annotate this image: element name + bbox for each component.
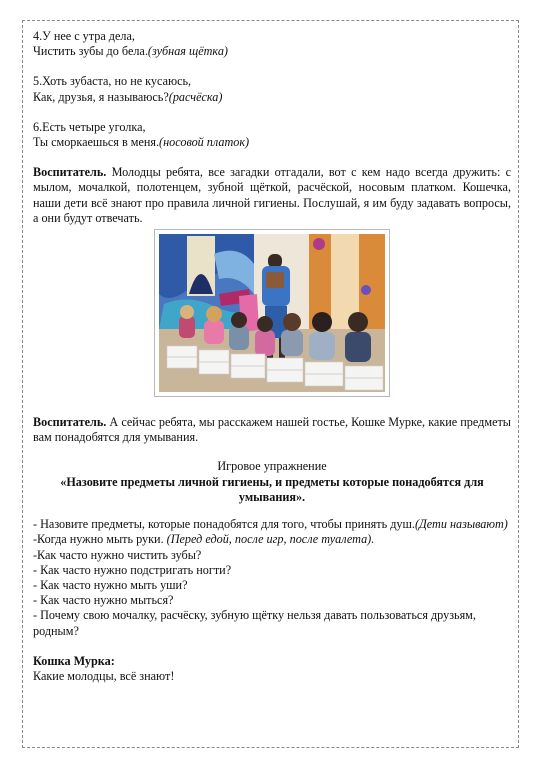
- classroom-photo: [159, 234, 385, 392]
- cat-murka-reply: [33, 654, 511, 684]
- list-item: - Назовите предметы, которые понадобятся для того, чтобы принять душ.(Дети называют): [33, 517, 508, 532]
- riddle-answer: (зубная щётка): [147, 44, 228, 59]
- questions-list: [33, 517, 511, 639]
- game-name: «Назовите предметы личной гигиены, и предметы которые понадобятся для умывания».: [60, 474, 484, 504]
- speaker-label: Воспитатель.: [33, 415, 107, 430]
- riddle-line: Чистить зубы до бела.: [33, 44, 148, 59]
- riddle-6: [33, 120, 511, 150]
- teacher-paragraph-1: [33, 165, 511, 226]
- riddle-5: [33, 74, 511, 104]
- list-item: - Как часто нужно мыть уши?: [33, 578, 188, 593]
- list-item: - Как часто нужно мыться?: [33, 593, 174, 608]
- riddle-answer: (носовой платок): [159, 135, 250, 150]
- classroom-photo-frame: [154, 229, 390, 397]
- document-body: [33, 29, 511, 684]
- riddle-line: 4.У нее с утра дела,: [33, 29, 135, 43]
- paragraph-text: Молодцы ребята, все загадки отгадали, вот с кем надо всегда дружить: с мылом, мочалкой, полотенцем, зубной щёткой, расчёской, носовым платком. Кошечка, наши дети всё знают про правила личной гигиены. Послушай, я им буду задавать вопросы, а они будут отвечать.: [33, 165, 511, 225]
- list-item: - Почему свою мочалку, расчёску, зубную щётку нельзя давать пользоваться друзьям, родным?: [33, 608, 476, 638]
- paragraph-text: Какие молодцы, всё знают!: [33, 669, 175, 684]
- riddle-4: [33, 29, 511, 59]
- game-title: Игровое упражнение: [217, 459, 327, 474]
- riddle-answer: (расчёска): [168, 89, 223, 104]
- riddle-line: 6.Есть четыре уголка,: [33, 119, 146, 134]
- riddle-line: Как, друзья, я называюсь?: [33, 89, 169, 104]
- list-item: - Как часто нужно подстригать ногти?: [33, 562, 232, 577]
- riddle-line: 5.Хоть зубаста, но не кусаюсь,: [33, 74, 192, 89]
- teacher-paragraph-2: [33, 415, 511, 445]
- speaker-label: Кошка Мурка:: [33, 653, 115, 668]
- list-item: -Как часто нужно чистить зубы?: [33, 547, 202, 562]
- paragraph-text: А сейчас ребята, мы расскажем нашей гостье, Кошке Мурке, какие предметы вам понадобятся для умывания.: [33, 415, 511, 445]
- riddle-line: Ты сморкаешься в меня.: [33, 135, 160, 150]
- list-item: -Когда нужно мыть руки. (Перед едой, после игр, после туалета).: [33, 532, 375, 547]
- speaker-label: Воспитатель.: [33, 165, 107, 180]
